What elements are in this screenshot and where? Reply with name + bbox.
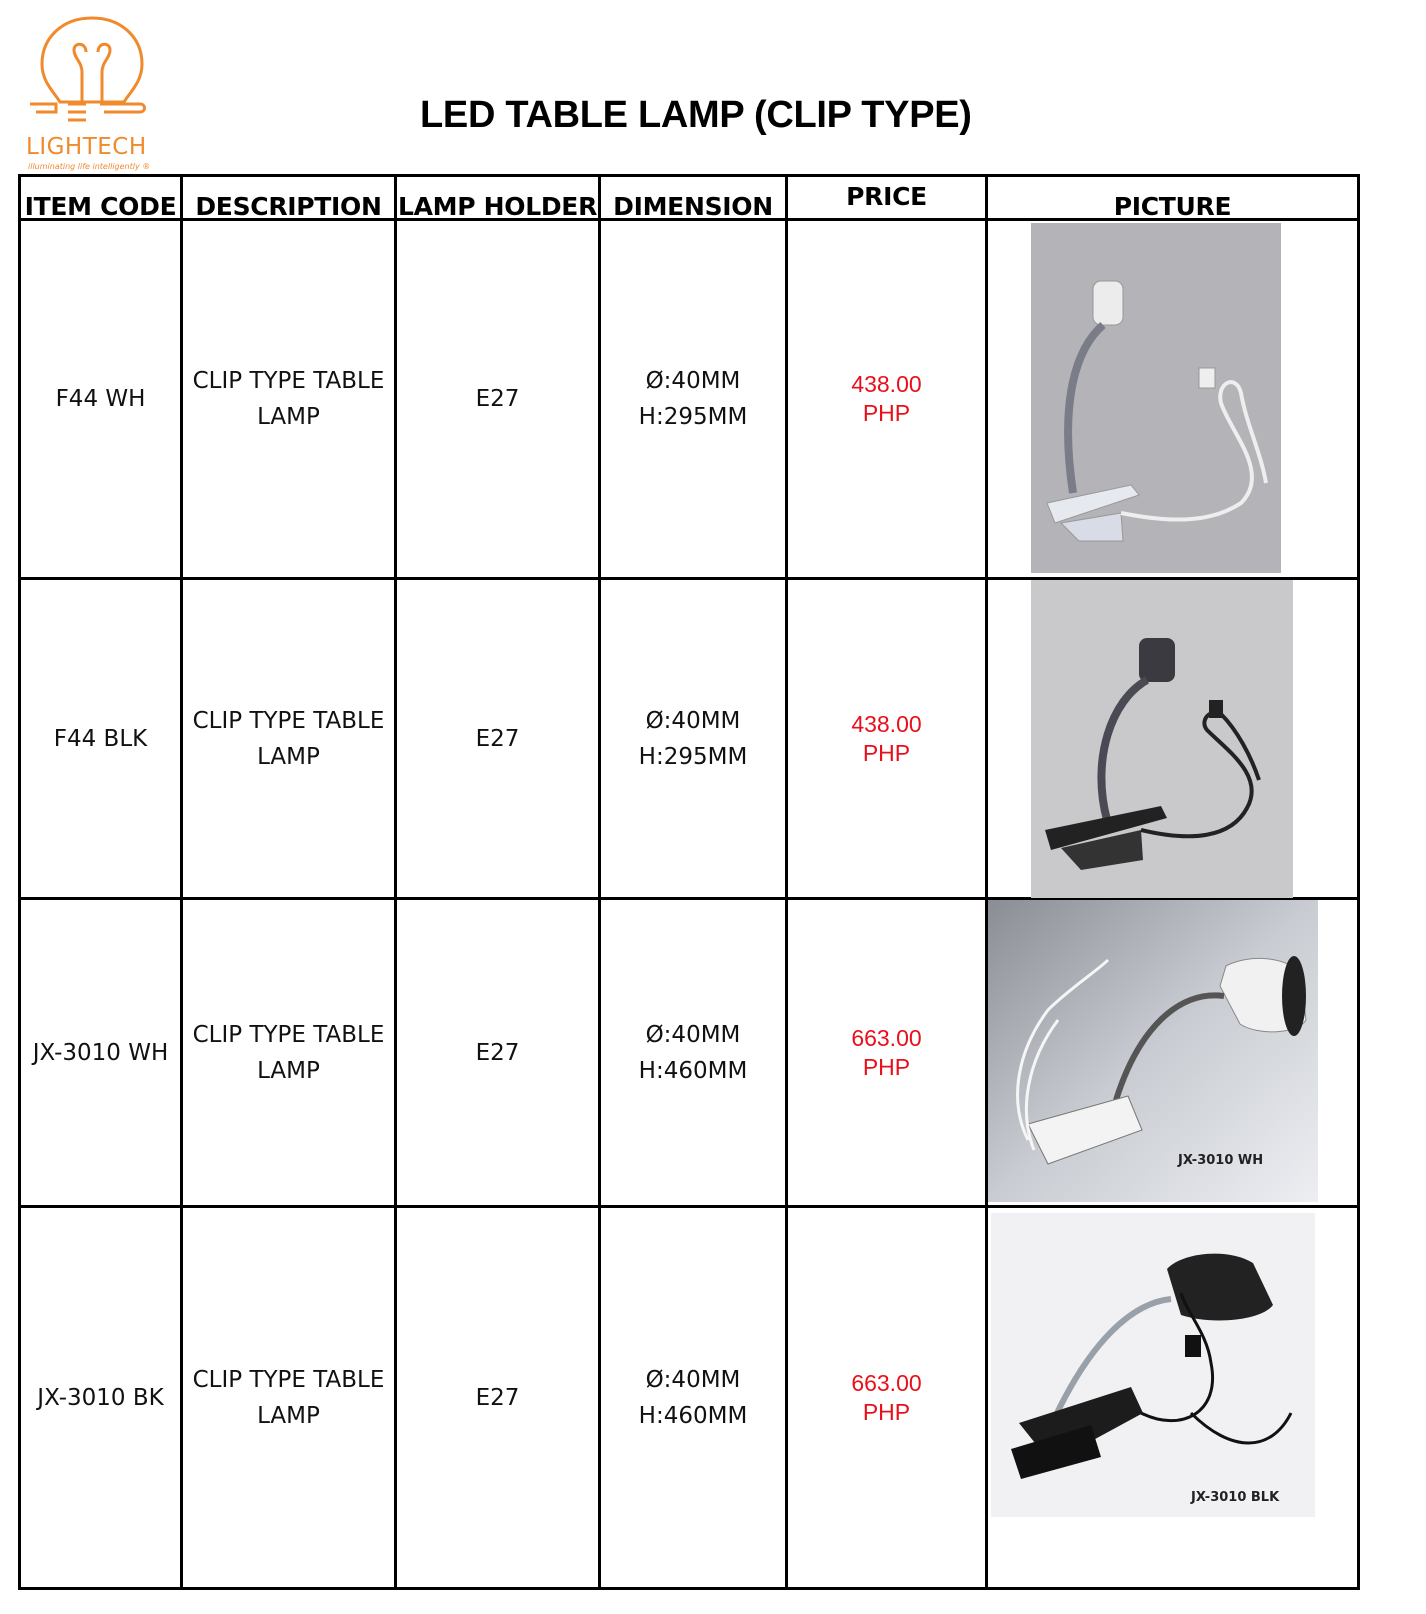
- table-row-3-description: CLIP TYPE TABLE LAMP: [192, 1021, 385, 1084]
- table-row-3-lamp-holder: E27: [475, 1039, 520, 1066]
- header-description: DESCRIPTION: [195, 192, 382, 221]
- table-row-4-dimension: Ø:40MM H:460MM: [638, 1366, 748, 1429]
- table-row-1-item-code: F44 WH: [55, 386, 146, 412]
- header-picture: PICTURE: [1113, 192, 1232, 221]
- white-clip-lamp-photo: [1031, 223, 1281, 573]
- jx3010-white-lamp-image: [988, 900, 1318, 1202]
- column-divider: [985, 177, 988, 1587]
- white-clip-lamp-image: [1031, 223, 1281, 573]
- header-item-code: ITEM CODE: [24, 192, 177, 221]
- table-row-2-dimension: Ø:40MM H:295MM: [638, 707, 748, 770]
- table-row-2-description: CLIP TYPE TABLE LAMP: [192, 707, 385, 770]
- jx3010-black-lamp-image: [991, 1213, 1315, 1517]
- table-row-4-description: CLIP TYPE TABLE LAMP: [192, 1366, 385, 1429]
- table-row-4-item-code: JX-3010 BK: [37, 1384, 164, 1411]
- brand-logo: [22, 12, 162, 172]
- brand-tagline: illuminating life intelligently ®: [28, 162, 151, 171]
- table-row-2-lamp-holder: E27: [475, 725, 520, 752]
- table-row-3-item-code: JX-3010 WH: [32, 1039, 169, 1066]
- table-row-1-price: 438.00 PHP: [851, 371, 922, 426]
- black-clip-lamp-photo: [1031, 580, 1293, 898]
- table-row-3-price: 663.00 PHP: [851, 1024, 922, 1080]
- table-row-1-dimension: Ø:40MM H:295MM: [638, 368, 748, 430]
- table-row-2-item-code: F44 BLK: [53, 725, 148, 752]
- brand-name: LIGHTECH: [26, 134, 147, 160]
- header-lamp-holder: LAMP HOLDER: [397, 192, 598, 221]
- table-row-4-lamp-holder: E27: [475, 1384, 520, 1411]
- table-row-2-price: 438.00 PHP: [851, 710, 922, 766]
- table-row-1-description: CLIP TYPE TABLE LAMP: [192, 368, 385, 430]
- page-title: LED TABLE LAMP (CLIP TYPE): [420, 94, 972, 136]
- header-dimension: DIMENSION: [613, 192, 773, 221]
- white-clip-lamp-photo: [988, 900, 1318, 1202]
- photo-caption: JX-3010 BLK: [1191, 1490, 1280, 1505]
- table-row-3-dimension: Ø:40MM H:460MM: [638, 1021, 748, 1084]
- black-clip-lamp-photo: [991, 1213, 1315, 1517]
- table-row-1-lamp-holder: E27: [475, 386, 520, 412]
- product-table: [18, 174, 1360, 1590]
- header-price: PRICE: [846, 181, 927, 211]
- photo-caption: JX-3010 WH: [1178, 1153, 1264, 1168]
- black-clip-lamp-image: [1031, 580, 1293, 898]
- table-row-4-price: 663.00 PHP: [851, 1369, 922, 1425]
- lightbulb-logo-icon: [22, 12, 162, 137]
